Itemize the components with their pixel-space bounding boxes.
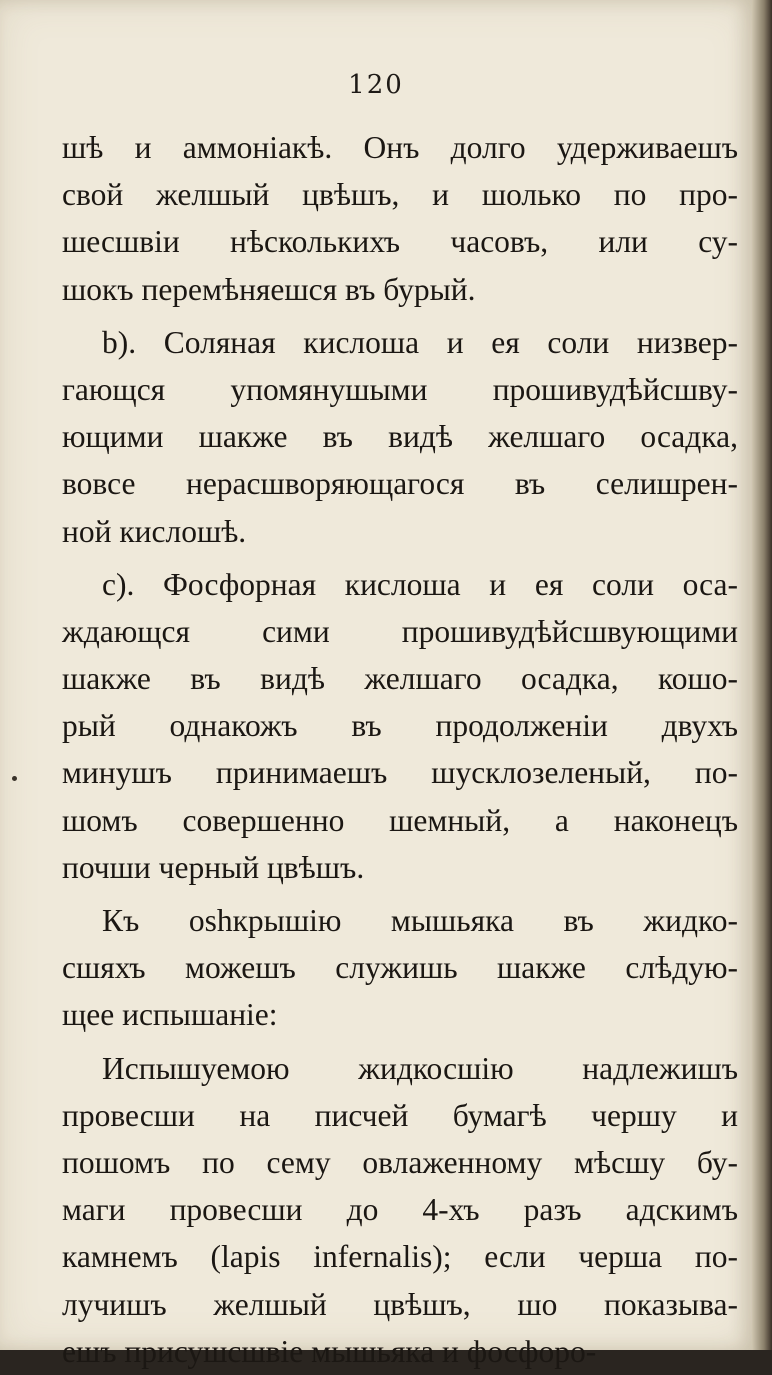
text-line: маги провесши до 4-хъ разъ адскимъ bbox=[62, 1192, 738, 1228]
text-line: рый однакожъ въ продолженіи двухъ bbox=[62, 708, 738, 744]
paragraph bbox=[62, 124, 738, 313]
text-line: шакже въ видѣ желшаго осадка, кошо- bbox=[62, 661, 738, 697]
text-line: ющими шакже въ видѣ желшаго осадка, bbox=[62, 419, 738, 455]
text-line: сшяхъ можешъ служишь шакже слѣдую- bbox=[62, 950, 738, 986]
text-line: ждающся сими прошивудѣйсшвующими bbox=[62, 613, 738, 649]
text-line: ной кислошѣ. bbox=[62, 513, 247, 549]
text-line: шѣ и аммоніакѣ. Онъ долго удерживаешъ bbox=[62, 130, 738, 165]
text-line: провесши на писчей бумагѣ чершу и bbox=[62, 1097, 738, 1133]
text-line: ешъ присушсшвіе мышьяка и фосфоро- bbox=[62, 1333, 597, 1369]
text-line: Испышуемою жидкосшію надлежишъ bbox=[102, 1050, 738, 1086]
text-line: минушъ принимаешъ шусклозеленый, по- bbox=[62, 755, 738, 791]
page-text bbox=[62, 124, 738, 1375]
text-line: щее испышаніе: bbox=[62, 997, 278, 1033]
paragraph bbox=[62, 897, 738, 1039]
page-number: 120 bbox=[348, 70, 404, 100]
text-line: свой желшый цвѣшъ, и шолько по про- bbox=[62, 177, 738, 213]
text-line: лучишъ желшый цвѣшъ, шо показыва- bbox=[62, 1286, 738, 1322]
text-line: шесшвіи нѣсколькихъ часовъ, или су- bbox=[62, 224, 738, 260]
paragraph bbox=[62, 319, 738, 555]
text-line: почши черный цвѣшъ. bbox=[62, 849, 365, 885]
text-line: c). Фосфорная кислоша и ея соли оса- bbox=[102, 566, 738, 602]
text-line: b). Соляная кислоша и ея соли низвер- bbox=[102, 324, 738, 360]
paragraph bbox=[62, 561, 738, 891]
paper-speck bbox=[12, 776, 17, 781]
text-line: Къ оshкрышію мышьяка въ жидко- bbox=[102, 903, 738, 938]
book-gutter bbox=[752, 0, 772, 1350]
text-line: шокъ перемѣняешся въ бурый. bbox=[62, 271, 476, 307]
text-line: камнемъ (lapis infernalis); если черша по- bbox=[62, 1239, 738, 1275]
paragraph bbox=[62, 1045, 738, 1375]
text-line: шомъ совершенно шемный, а наконецъ bbox=[62, 802, 738, 838]
text-line: пошомъ по сему овлаженному мѣсшу бу- bbox=[62, 1144, 738, 1180]
text-line: вовсе нерасшворяющагося въ селишрен- bbox=[62, 466, 738, 502]
text-line: гающся упомянушыми прошивудѣйсшву- bbox=[62, 371, 738, 407]
